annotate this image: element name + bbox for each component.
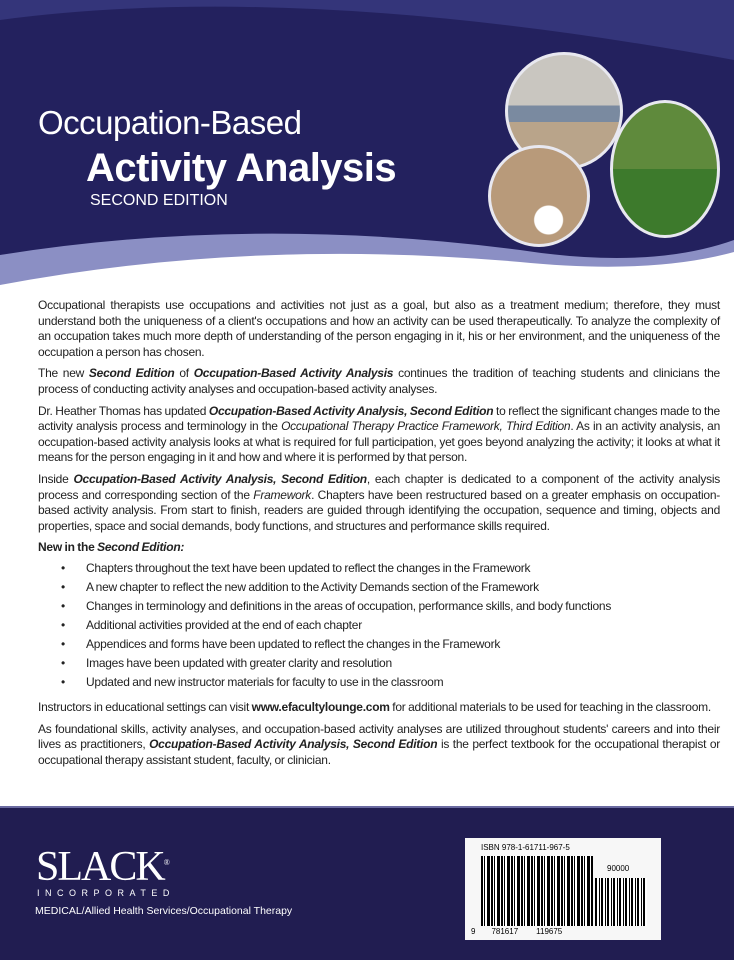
list-item: • Updated and new instructor materials for faculty to use in the classroom bbox=[38, 675, 720, 694]
category: MEDICAL/Allied Health Services/Occupational Therapy bbox=[35, 905, 293, 917]
paragraph-2: The new Second Edition of Occupation-Based Activity Analysis continues the tradition of teaching students and clinicians the process of conducting activity analyses and occupation-based activity analyses. bbox=[38, 366, 720, 396]
list-item: • Chapters throughout the text have been updated to reflect the changes in the Framework bbox=[38, 561, 720, 580]
title-line-2: Activity Analysis bbox=[86, 146, 397, 190]
isbn: ISBN 978-1-61711-967-5 bbox=[481, 843, 570, 852]
paragraph-5: Instructors in educational settings can visit www.efacultylounge.com for additional materials to be used for teaching in the classroom. bbox=[38, 699, 711, 714]
list-item: • Images have been updated with greater clarity and resolution bbox=[38, 656, 720, 675]
addon-bars bbox=[595, 878, 647, 926]
photo-golfer bbox=[610, 100, 720, 238]
barcode-bars bbox=[481, 856, 593, 926]
cover-header bbox=[0, 0, 734, 300]
title-line-1: Occupation-Based bbox=[38, 104, 302, 141]
list-item: • A new chapter to reflect the new addition to the Activity Demands section of the Framework bbox=[38, 580, 720, 599]
website-link[interactable]: www.efacultylounge.com bbox=[251, 699, 390, 714]
paragraph-1: Occupational therapists use occupations and activities not just as a goal, but also as a treatment medium; therefore, they must understand both the uniqueness of a client's occupations and how an activity can be used therapeutically. To analyze the complexity of an occupation takes much more depth of understanding of the person engaging in it, his or her environment, and the uniqueness of the occupation a person has chosen. bbox=[38, 298, 720, 359]
new-features-list bbox=[38, 561, 720, 694]
paragraph-3: Dr. Heather Thomas has updated Occupation-Based Activity Analysis, Second Edition to reflect the significant changes made to the activity analysis process and terminology in the Occupational Therapy Practice Framework, Third Edition. As in an activity analysis, an occupation-based activity analysis looks at what is required for full participation, yet goes beyond analyzing the activity; it looks at what it means for the person engaging in it and how and where it is performed by that person. bbox=[38, 403, 721, 465]
new-heading: New in the Second Edition: bbox=[38, 540, 185, 555]
description bbox=[38, 298, 720, 774]
barcode bbox=[465, 838, 661, 940]
publisher-sub: INCORPORATED bbox=[37, 888, 175, 898]
list-item: • Additional activities provided at the end of each chapter bbox=[38, 618, 720, 637]
edition-label: SECOND EDITION bbox=[90, 192, 228, 209]
list-item: • Appendices and forms have been updated to reflect the changes in the Framework bbox=[38, 637, 720, 656]
publisher-logo: SLACK® bbox=[36, 844, 168, 890]
paragraph-6: As foundational skills, activity analyses, and occupation-based activity analyses are utilized throughout students' careers and into their lives as practitioners, Occupation-Based Activity Analysis, Second Edition is the perfect textbook for the occupational therapist or occupational therapy assistant student, faculty, or clinician. bbox=[38, 721, 720, 767]
barcode-digits: 9 781617 119675 bbox=[471, 927, 563, 936]
price-code: 90000 bbox=[607, 864, 630, 873]
photo-child-soccer bbox=[488, 145, 590, 247]
cover-footer bbox=[0, 806, 734, 960]
list-item: • Changes in terminology and definitions in the areas of occupation, performance skills, and body functions bbox=[38, 599, 720, 618]
paragraph-4: Inside Occupation-Based Activity Analysis, Second Edition, each chapter is dedicated to a component of the activity analysis process and corresponding section of the Framework. Chapters have been restructured based on a greater emphasis on occupation-based activity analysis. From start to finish, readers are guided through identifying the occupation, sequence and timing, objects and properties, space and social demands, body functions, and structures and performance skills required. bbox=[38, 471, 720, 533]
